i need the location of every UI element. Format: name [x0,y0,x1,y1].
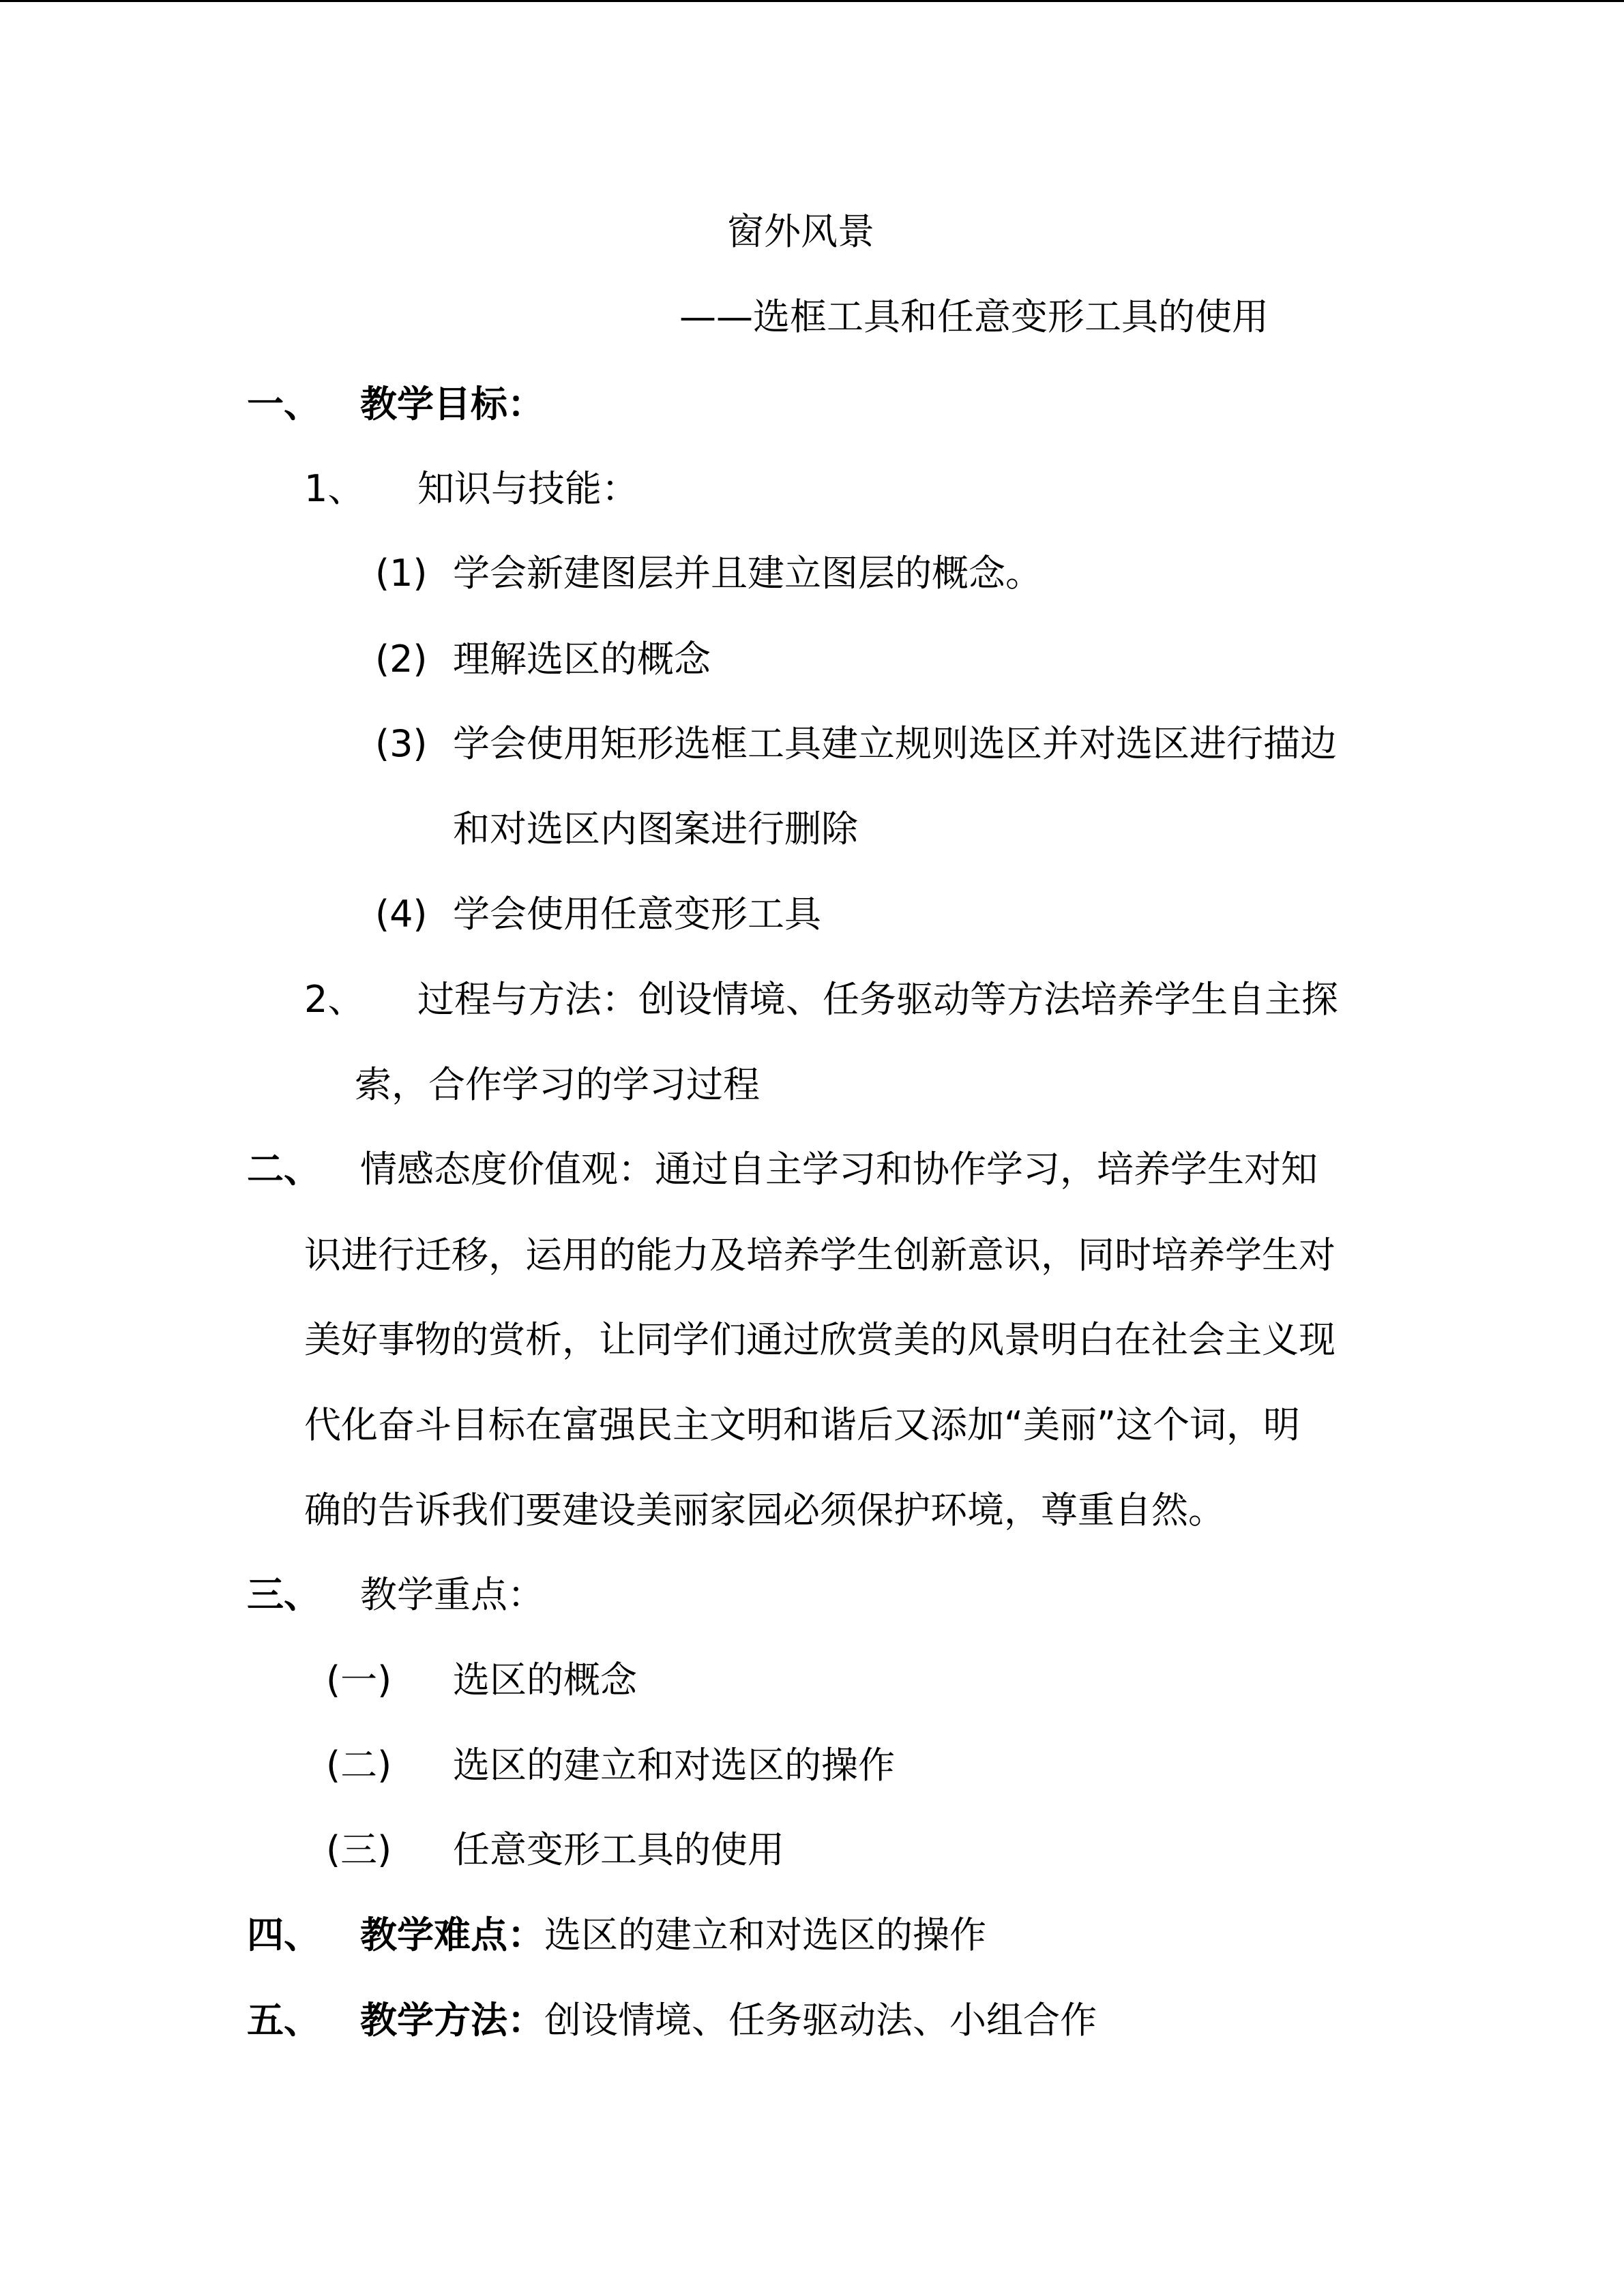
key-point-1-number: (一) [326,1658,392,1701]
key-point-2-number: (二) [326,1744,392,1787]
section2-line-3: 美好事物的赏析，让同学们通过欣赏美的风景明白在社会主义现 [304,1318,1335,1361]
objective-1-number: (1) [375,552,428,595]
objective-4-text: 学会使用任意变形工具 [453,893,821,936]
section5-text: 创设情境、任务驱动法、小组合作 [544,1999,1097,2042]
key-point-1-text: 选区的概念 [453,1658,637,1701]
section4-number: 四、 [247,1913,321,1956]
section2-line-5: 确的告诉我们要建设美丽家园必须保护环境，尊重自然。 [304,1489,1225,1532]
section1-sub1-number: 1、 [304,467,365,510]
section1-sub2-text: 过程与方法：创设情境、任务驱动等方法培养学生自主探 [417,978,1338,1021]
section1-sub1-heading: 知识与技能： [417,467,638,510]
page-top-border [0,0,1624,2]
document-subtitle: ——选框工具和任意变形工具的使用 [679,295,1269,338]
section3-number: 三、 [247,1573,321,1616]
objective-1-text: 学会新建图层并且建立图层的概念。 [453,552,1042,595]
objective-3-text-continued: 和对选区内图案进行删除 [453,807,858,850]
section1-sub2-number: 2、 [304,978,365,1021]
objective-2-number: (2) [375,638,428,681]
section3-heading: 教学重点： [360,1573,544,1616]
section4-text: 选区的建立和对选区的操作 [544,1913,986,1956]
section2-number: 二、 [247,1148,321,1191]
key-point-3-text: 任意变形工具的使用 [453,1828,784,1871]
objective-4-number: (4) [375,893,428,936]
key-point-3-number: (三) [326,1828,392,1871]
objective-3-number: (3) [375,722,428,765]
objective-2-text: 理解选区的概念 [453,638,711,681]
section2-line-2: 识进行迁移，运用的能力及培养学生创新意识，同时培养学生对 [304,1234,1335,1277]
section1-number: 一、 [247,383,321,426]
section1-sub2-text-continued: 索，合作学习的学习过程 [355,1063,760,1106]
section2-line-4: 代化奋斗目标在富强民主文明和谐后又添加“美丽”这个词，明 [304,1403,1300,1446]
section5-content [360,1997,1097,2044]
section4-content [360,1911,986,1959]
key-point-2-text: 选区的建立和对选区的操作 [453,1744,895,1787]
section2-line-1: 情感态度价值观：通过自主学习和协作学习，培养学生对知 [360,1148,1318,1191]
objective-3-text: 学会使用矩形选框工具建立规则选区并对选区进行描边 [453,722,1337,765]
section5-heading: 教学方法： [360,1999,544,2042]
section4-heading: 教学难点： [360,1913,544,1956]
section1-heading: 教学目标： [360,383,544,426]
document-title: 窗外风景 [727,210,874,253]
section5-number: 五、 [247,1999,321,2042]
